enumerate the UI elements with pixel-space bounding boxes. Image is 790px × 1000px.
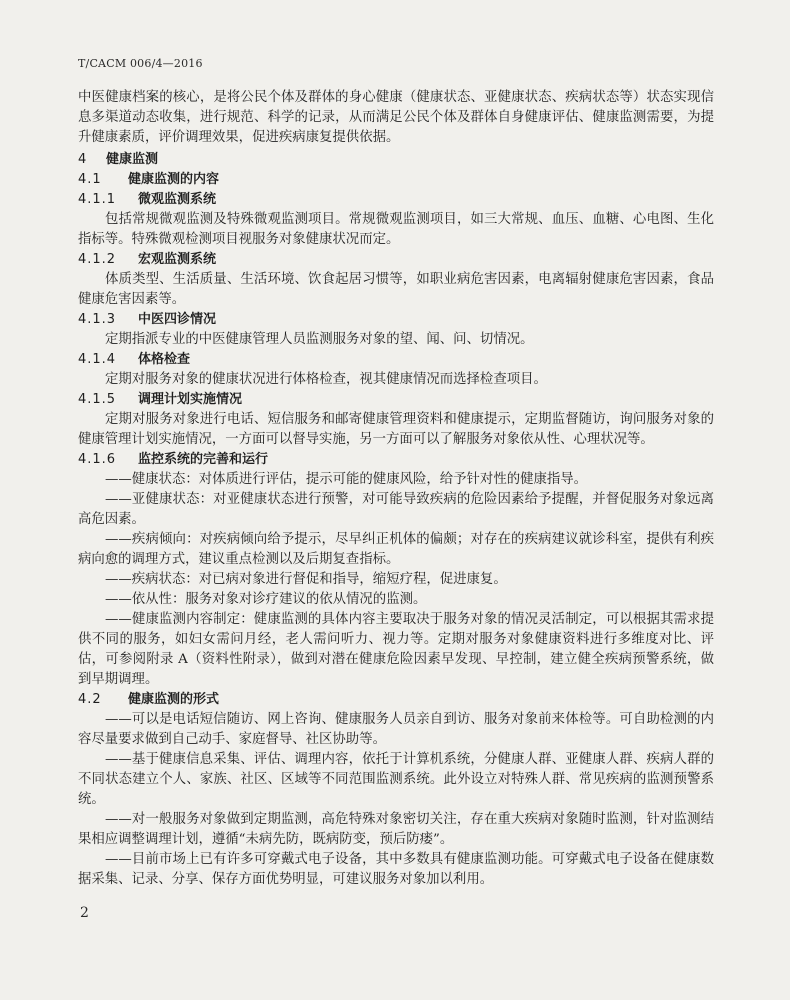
section-title: 体格检查: [138, 352, 191, 367]
section-4-1-4-text: 定期对服务对象的健康状况进行体格检查，视其健康情况而选择检查项目。: [105, 372, 547, 387]
section-4-1-6-heading: [78, 450, 714, 470]
section-title: 健康监测的形式: [128, 692, 220, 707]
section-title: 健康监测的内容: [128, 172, 220, 187]
list-item: ——对一般服务对象做到定期监测，高危特殊对象密切关注，存在重大疾病对象随时监测，针对监测结果相应调整调理计划，遵循“未病先防，既病防变，预后防瘘”。: [78, 812, 714, 847]
section-number: 4.1.1: [78, 192, 117, 207]
section-number: 4: [78, 152, 88, 167]
list-item: ——可以是电话短信随访、网上咨询、健康服务人员亲自到访、服务对象前来体检等。可自助检测的内容尽量要求做到自己动手、家庭督导、社区协助等。: [78, 712, 714, 747]
section-4-1-2-text: 体质类型、生活质量、生活环境、饮食起居习惯等，如职业病危害因素，电离辐射健康危害因素，食品健康危害因素等。: [78, 272, 714, 307]
document-body: [78, 88, 714, 890]
list-item: ——基于健康信息采集、评估、调理内容，依托于计算机系统，分健康人群、亚健康人群、疾病人群的不同状态建立个人、家族、社区、区域等不同范围监测系统。此外设立对特殊人群、常见疾病的监测预警系统。: [78, 752, 714, 807]
section-number: 4.1.2: [78, 252, 117, 267]
section-title: 监控系统的完善和运行: [138, 452, 269, 467]
section-4-1-3-heading: [78, 310, 714, 330]
section-4-1-5-heading: [78, 390, 714, 410]
section-number: 4.1.5: [78, 392, 117, 407]
list-item: ——疾病状态：对已病对象进行督促和指导，缩短疗程，促进康复。: [105, 572, 507, 587]
section-4-1-5-text: 定期对服务对象进行电话、短信服务和邮寄健康管理资料和健康提示，定期监督随访，询问服务对象的健康管理计划实施情况，一方面可以督导实施，另一方面可以了解服务对象依从性、心理状况等。: [78, 412, 714, 447]
section-title: 微观监测系统: [138, 192, 217, 207]
section-4-1-2-heading: [78, 250, 714, 270]
section-4-heading: [78, 150, 714, 170]
intro-paragraph: 中医健康档案的核心，是将公民个体及群体的身心健康（健康状态、亚健康状态、疾病状态等）状态实现信息多渠道动态收集，进行规范、科学的记录，从而满足公民个体及群体自身健康评估、健康监测需要，为提升健康素质，评价调理效果，促进疾病康复提供依据。: [78, 90, 714, 145]
document-code: T/CACM 006/4—2016: [78, 57, 203, 70]
section-4-2-heading: [78, 690, 714, 710]
section-number: 4.1.3: [78, 312, 117, 327]
section-number: 4.1.4: [78, 352, 117, 367]
section-4-1-heading: [78, 170, 714, 190]
section-4-1-3-text: 定期指派专业的中医健康管理人员监测服务对象的望、闻、问、切情况。: [105, 332, 534, 347]
section-title: 健康监测: [106, 152, 159, 167]
list-item: ——依从性：服务对象对诊疗建议的依从情况的监测。: [105, 592, 427, 607]
section-number: 4.1.6: [78, 452, 117, 467]
section-4-1-4-heading: [78, 350, 714, 370]
page-number: 2: [80, 905, 89, 921]
section-title: 中医四诊情况: [138, 312, 217, 327]
list-item: ——亚健康状态：对亚健康状态进行预警，对可能导致疾病的危险因素给予提醒，并督促服务对象远离高危因素。: [78, 492, 714, 527]
list-item: ——疾病倾向：对疾病倾向给予提示，尽早纠正机体的偏颇；对存在的疾病建议就诊科室，提供有利疾病向愈的调理方式，建议重点检测以及后期复查指标。: [78, 532, 714, 567]
list-item: ——健康状态：对体质进行评估，提示可能的健康风险，给予针对性的健康指导。: [105, 472, 588, 487]
section-title: 宏观监测系统: [138, 252, 217, 267]
list-item: ——目前市场上已有许多可穿戴式电子设备，其中多数具有健康监测功能。可穿戴式电子设备在健康数据采集、记录、分享、保存方面优势明显，可建议服务对象加以利用。: [78, 852, 714, 887]
section-4-1-1-text: 包括常规微观监测及特殊微观监测项目。常规微观监测项目，如三大常规、血压、血糖、心电图、生化指标等。特殊微观检测项目视服务对象健康状况而定。: [78, 212, 714, 247]
section-number: 4.1: [78, 172, 102, 187]
list-item: ——健康监测内容制定：健康监测的具体内容主要取决于服务对象的情况灵活制定，可以根据其需求提供不同的服务，如妇女需问月经，老人需问听力、视力等。定期对服务对象健康资料进行多维度对比、评估，可参阅附录 A（资料性附录），做到对潜在健康危险因素早发现、早控制，建立健全疾病预警系统，做到早期调理。: [78, 612, 714, 687]
section-title: 调理计划实施情况: [138, 392, 243, 407]
section-number: 4.2: [78, 692, 102, 707]
section-4-1-1-heading: [78, 190, 714, 210]
